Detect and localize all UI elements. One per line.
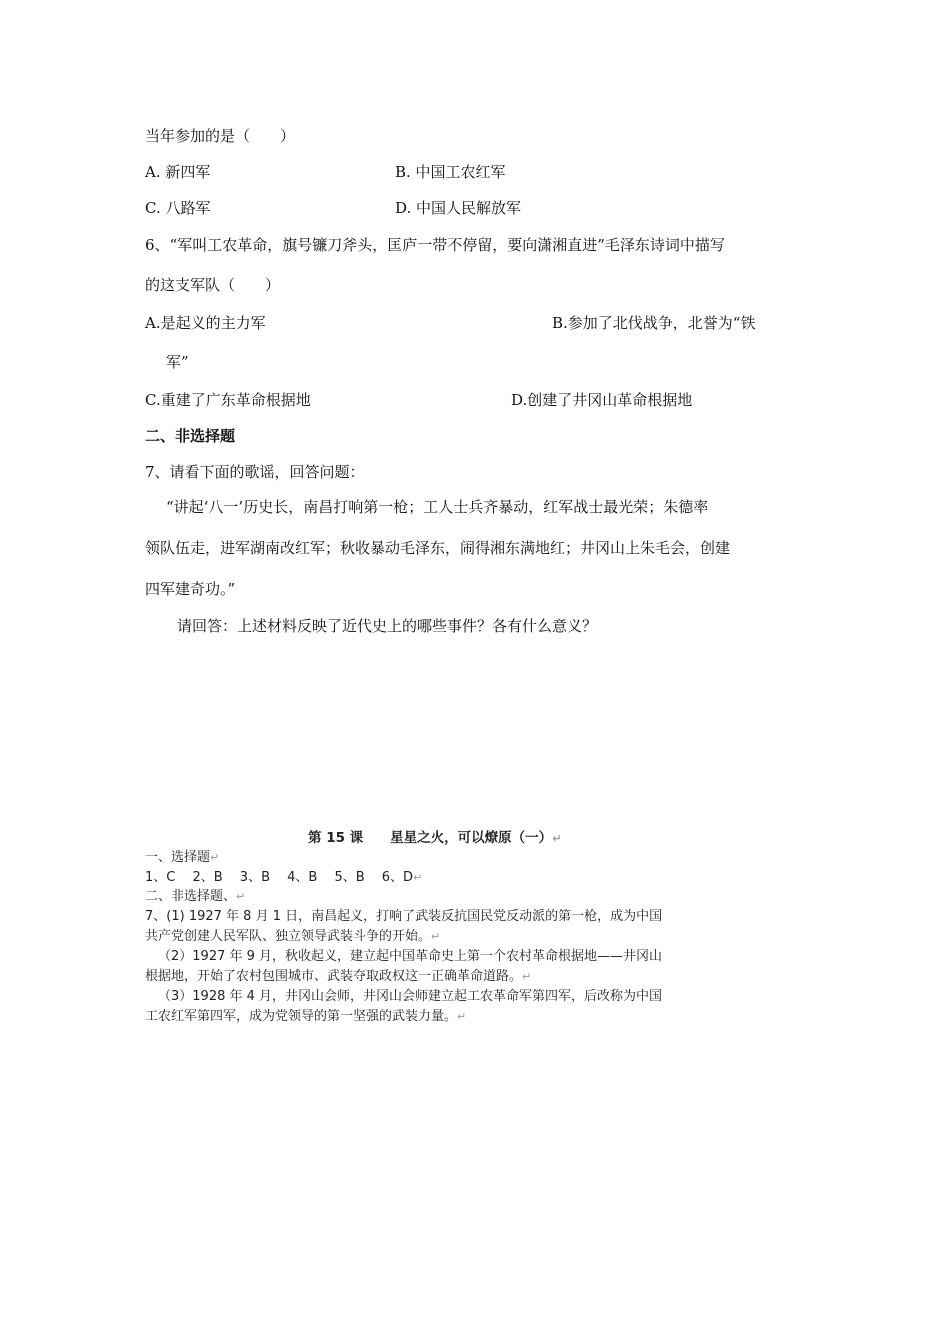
q6-option-b-line1: B.参加了北伐战争，北誉为“铁	[552, 314, 756, 332]
q6-option-c: C.重建了广东革命根据地	[145, 391, 311, 409]
paragraph-mark-icon: ↵	[522, 970, 532, 983]
answer-choices: 1、C 2、B 3、B 4、B 5、B 6、D	[145, 870, 414, 885]
q7-question: 请回答：上述材料反映了近代史上的哪些事件？各有什么意义？	[177, 617, 598, 635]
answer-7-3-line2: 工农红军第四军，成为党领导的第一坚强的武装力量。	[145, 1009, 458, 1024]
q5-option-c: C. 八路军	[145, 199, 211, 217]
paragraph-mark-icon: ↵	[457, 1010, 467, 1023]
q7-prompt: 7、请看下面的歌谣，回答问题：	[145, 463, 365, 481]
paragraph-mark-icon: ↵	[413, 871, 423, 884]
answer-7-1-line1: 7、(1) 1927 年 8 月 1 日，南昌起义，打响了武装反抗国民党反动派的第一枪，成为中国	[145, 909, 663, 924]
answer-section2-heading: 二、非选择题、	[145, 889, 237, 904]
q6-option-d: D.创建了井冈山革命根据地	[511, 391, 693, 409]
q5-option-d: D. 中国人民解放军	[395, 199, 522, 217]
q7-song-line2: 领队伍走，进军湖南改红军；秋收暴动毛泽东，闹得湘东满地红；井冈山上朱毛会，创建	[145, 539, 731, 557]
q7-song-line1: “讲起‘八一’历史长，南昌打响第一枪；工人士兵齐暴动，红军战士最光荣；朱德率	[166, 498, 709, 516]
q6-stem-line1: 6、“军叫工农革命，旗号镰刀斧头，匡庐一带不停留，要向潇湘直进”毛泽东诗词中描写	[145, 236, 725, 254]
paragraph-mark-icon: ↵	[236, 890, 246, 903]
answer-7-2-line2: 根据地，开始了农村包围城市、武装夺取政权这一正确革命道路。	[145, 969, 523, 984]
paragraph-mark-icon: ↵	[431, 930, 441, 943]
answer-section1-heading: 一、选择题	[145, 850, 211, 865]
q6-option-b-line2: 军”	[166, 353, 189, 371]
answer-7-2-line1: （2）1927 年 9 月，秋收起义，建立起中国革命史上第一个农村革命根据地——井冈山	[158, 949, 663, 964]
q5-stem-tail: 当年参加的是（ ）	[145, 127, 296, 145]
answer-key-title: 第 15 课 星星之火，可以燎原（一）	[308, 830, 553, 846]
answer-7-3-line1: （3）1928 年 4 月，井冈山会师，井冈山会师建立起工农革命军第四军，后改称为中国	[158, 989, 663, 1004]
q7-song-line3: 四军建奇功。”	[145, 580, 236, 598]
section2-heading: 二、非选择题	[145, 427, 236, 445]
q6-stem-line2: 的这支军队（ ）	[145, 276, 281, 294]
q6-option-a: A.是起义的主力军	[145, 314, 266, 332]
paragraph-mark-icon: ↵	[552, 832, 562, 845]
answer-7-1-line2: 共产党创建人民军队、独立领导武装斗争的开始。	[145, 929, 432, 944]
q5-option-a: A. 新四军	[145, 163, 211, 181]
q5-option-b: B. 中国工农红军	[395, 163, 506, 181]
paragraph-mark-icon: ↵	[210, 851, 220, 864]
